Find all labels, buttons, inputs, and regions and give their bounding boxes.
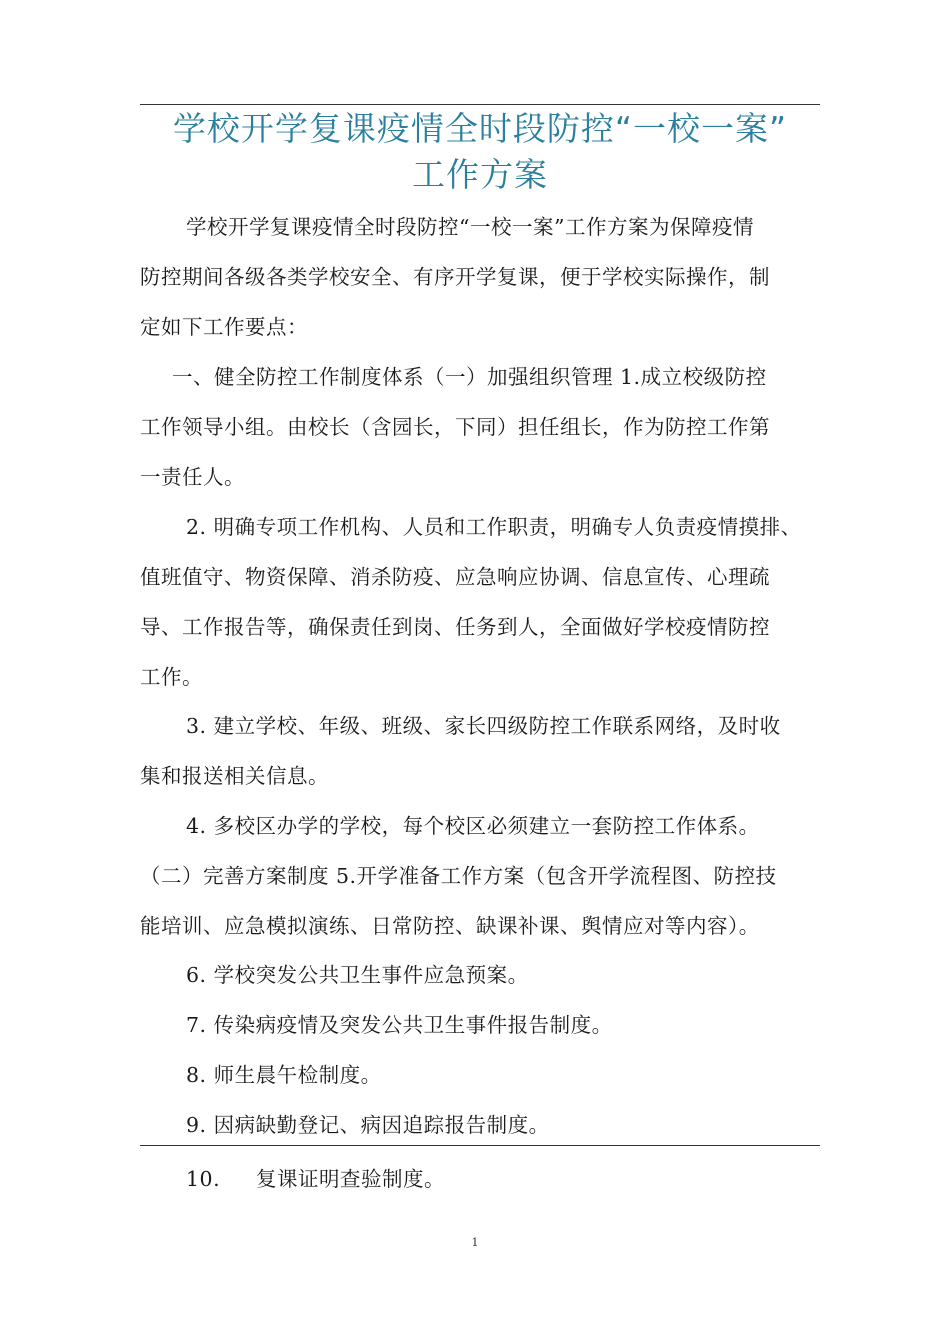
- paragraph-line: 一责任人。: [140, 465, 245, 489]
- paragraph-line: 7. 传染病疫情及突发公共卫生事件报告制度。: [186, 1013, 613, 1037]
- paragraph-line: 6. 学校突发公共卫生事件应急预案。: [186, 963, 529, 987]
- document-title-line-1: 学校开学复课疫情全时段防控“一校一案”: [172, 109, 788, 148]
- paragraph-line: 4. 多校区办学的学校，每个校区必须建立一套防控工作体系。: [186, 814, 760, 838]
- paragraph-line: 定如下工作要点：: [140, 315, 308, 339]
- paragraph-line: 8. 师生晨午检制度。: [186, 1063, 382, 1087]
- paragraph-line: 值班值守、物资保障、消杀防疫、应急响应协调、信息宣传、心理疏: [140, 565, 770, 589]
- document-title-line-2: 工作方案: [412, 155, 548, 194]
- paragraph-line: 工作领导小组。由校长（含园长，下同）担任组长，作为防控工作第: [140, 415, 770, 439]
- paragraph-line: 集和报送相关信息。: [140, 764, 329, 788]
- page-number: 1: [471, 1236, 479, 1249]
- paragraph-line: 学校开学复课疫情全时段防控“一校一案”工作方案为保障疫情: [186, 215, 754, 239]
- paragraph-line: 导、工作报告等，确保责任到岗、任务到人，全面做好学校疫情防控: [140, 615, 770, 639]
- paragraph-line: （二）完善方案制度 5.开学准备工作方案（包含开学流程图、防控技: [140, 864, 777, 888]
- footnote-rule: [140, 1145, 820, 1146]
- list-item-text: 复课证明查验制度。: [256, 1167, 445, 1191]
- paragraph-line: 9. 因病缺勤登记、病因追踪报告制度。: [186, 1113, 550, 1137]
- paragraph-line: 一、健全防控工作制度体系（一）加强组织管理 1.成立校级防控: [172, 365, 767, 389]
- list-item-10: [186, 1164, 445, 1194]
- paragraph-line: 工作。: [140, 665, 203, 689]
- list-item-number: 10.: [186, 1167, 221, 1191]
- paragraph-line: 2. 明确专项工作机构、人员和工作职责，明确专人负责疫情摸排、: [186, 515, 802, 539]
- paragraph-line: 能培训、应急模拟演练、日常防控、缺课补课、舆情应对等内容）。: [140, 914, 760, 938]
- paragraph-line: 防控期间各级各类学校安全、有序开学复课，便于学校实际操作，制: [140, 265, 770, 289]
- paragraph-line: 3. 建立学校、年级、班级、家长四级防控工作联系网络，及时收: [186, 714, 781, 738]
